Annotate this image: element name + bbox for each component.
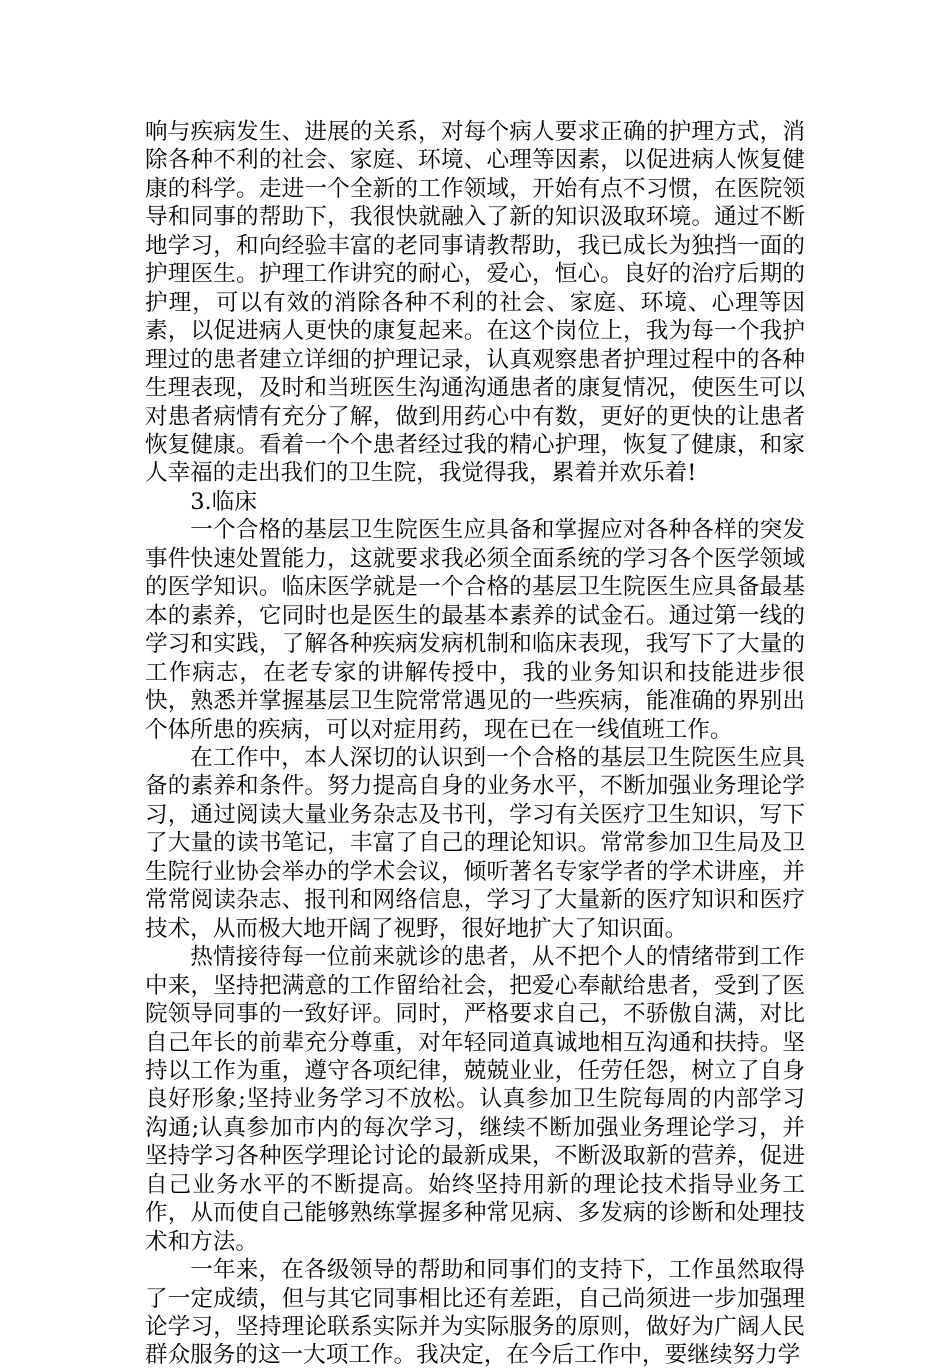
paragraph-continued: 响与疾病发生、进展的关系，对每个病人要求正确的护理方式，消除各种不利的社会、家庭、环境、心理等因素，以促进病人恢复健康的科学。走进一个全新的工作领域，开始有点不习惯，在医院领导和同事的帮助下，我很快就融入了新的知识汲取环境。通过不断地学习，和向经验丰富的老同事请教帮助，我已成长为独挡一面的护理医生。护理工作讲究的耐心，爱心，恒心。良好的治疗后期的护理，可以有效的消除各种不利的社会、家庭、环境、心理等因素，以促进病人更快的康复起来。在这个岗位上，我为每一个我护理过的患者建立详细的护理记录，认真观察患者护理过程中的各种生理表现，及时和当班医生沟通沟通患者的康复情况，使医生可以对患者病情有充分了解，做到用药心中有数，更好的更快的让患者恢复健康。看着一个个患者经过我的精心护理，恢复了健康，和家人幸福的走出我们的卫生院，我觉得我，累着并欢乐着! [145, 119, 805, 487]
section-heading-clinical: 3.临床 [190, 488, 257, 515]
paragraph-professional-study: 在工作中，本人深切的认识到一个合格的基层卫生院医生应具备的素养和条件。努力提高自身的业务水平，不断加强业务理论学习，通过阅读大量业务杂志及书刊，学习有关医疗卫生知识，写下了大量的读书笔记，丰富了自己的理论知识。常常参加卫生局及卫生院行业协会举办的学术会议，倾听著名专家学者的学术讲座，并常常阅读杂志、报刊和网络信息，学习了大量新的医疗知识和医疗技术，从而极大地开阔了视野，很好地扩大了知识面。 [145, 744, 805, 942]
paragraph-summary: 一年来，在各级领导的帮助和同事们的支持下，工作虽然取得了一定成绩，但与其它同事相比还有差距，自己尚须进一步加强理论学习，坚持理论联系实际并为实际服务的原则，做好为广阔人民群众服务的这一大项工作。我决定，在今后工作中，要继续努力学 [145, 1257, 805, 1369]
document-body [145, 118, 805, 1370]
paragraph-patient-service: 热情接待每一位前来就诊的患者，从不把个人的情绪带到工作中来，坚持把满意的工作留给社会，把爱心奉献给患者，受到了医院领导同事的一致好评。同时，严格要求自己，不骄傲自满，对比自己年长的前辈充分尊重，对年轻同道真诚地相互沟通和扶持。坚持以工作为重，遵守各项纪律，兢兢业业，任劳任怨，树立了自身良好形象;坚持业务学习不放松。认真参加卫生院每周的内部学习沟通;认真参加市内的每次学习，继续不断加强业务理论学习，并坚持学习各种医学理论讨论的最新成果，不断汲取新的营养，促进自己业务水平的不断提高。始终坚持用新的理论技术指导业务工作，从而使自己能够熟练掌握多种常见病、多发病的诊断和处理技术和方法。 [145, 944, 805, 1255]
paragraph-clinical-ability: 一个合格的基层卫生院医生应具备和掌握应对各种各样的突发事件快速处置能力，这就要求我必须全面系统的学习各个医学领域的医学知识。临床医学就是一个合格的基层卫生院医生应具备最基本的素养，它同时也是医生的最基本素养的试金石。通过第一线的学习和实践，了解各种疾病发病机制和临床表现，我写下了大量的工作病志，在老专家的讲解传授中，我的业务知识和技能进步很快，熟悉并掌握基层卫生院常常遇见的一些疾病，能准确的界别出个体所患的疾病，可以对症用药，现在已在一线值班工作。 [145, 517, 805, 743]
